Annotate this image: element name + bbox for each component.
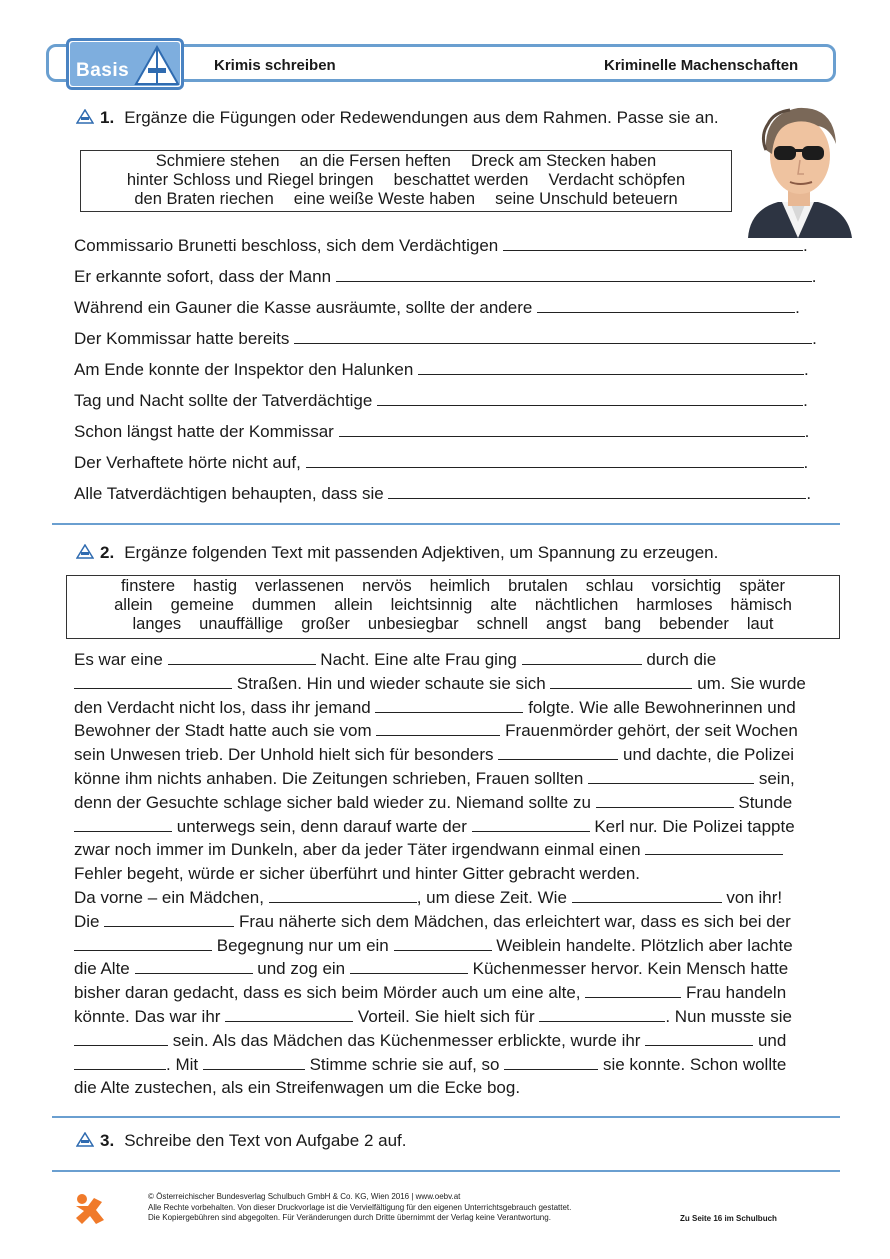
footer-page-reference: Zu Seite 16 im Schulbuch xyxy=(680,1214,777,1223)
text-segment: Frau handeln xyxy=(685,983,787,1003)
section-divider xyxy=(52,523,840,525)
task-triangle-icon xyxy=(76,1132,94,1147)
answer-blank[interactable] xyxy=(645,840,783,855)
word: finstere xyxy=(120,577,176,595)
task1-sentence xyxy=(74,389,808,411)
task1-instruction: Ergänze die Fügungen oder Redewendungen aus dem Rahmen. Passe sie an. xyxy=(124,108,719,127)
header-topic: Krimis schreiben xyxy=(214,57,336,74)
text-line xyxy=(74,981,844,1005)
text-segment: von ihr! xyxy=(726,887,783,907)
task1-sentence xyxy=(74,482,811,504)
text-segment: und xyxy=(757,1030,787,1050)
section-divider xyxy=(52,1170,840,1172)
answer-blank[interactable] xyxy=(336,265,812,282)
word: allein xyxy=(114,596,153,614)
text-segment: und zog ein xyxy=(257,959,346,979)
phrase: Schmiere stehen xyxy=(155,152,280,170)
text-segment: bisher daran gedacht, dass es sich beim Mörder auch um eine alte, xyxy=(74,983,581,1003)
text-segment: Weiblein handelte. Plötzlich aber lachte xyxy=(496,935,793,955)
word: später xyxy=(739,577,786,595)
sentence-text: Der Verhaftete hörte nicht auf, xyxy=(74,453,301,472)
text-line xyxy=(74,1005,844,1029)
text-line xyxy=(74,934,844,958)
text-segment: Straßen. Hin und wieder schaute sie sich xyxy=(236,673,546,693)
answer-blank[interactable] xyxy=(504,1055,598,1070)
word: allein xyxy=(334,596,373,614)
answer-blank[interactable] xyxy=(645,1031,753,1046)
text-line xyxy=(74,957,844,981)
sentence-text: Am Ende konnte der Inspektor den Halunken xyxy=(74,360,414,379)
text-segment: Fehler begeht, würde er sicher überführt und hinter Gitter gebracht werden. xyxy=(74,864,641,884)
task2-cloze-text xyxy=(74,648,844,1100)
answer-blank[interactable] xyxy=(418,358,804,375)
text-segment: Begegnung nur um ein xyxy=(216,935,389,955)
text-segment: Bewohner der Stadt hatte auch sie vom xyxy=(74,721,372,741)
phrase: seine Unschuld beteuern xyxy=(495,190,678,208)
text-segment: Küchenmesser hervor. Kein Mensch hatte xyxy=(472,959,789,979)
phrase: an die Fersen heften xyxy=(299,152,451,170)
answer-blank[interactable] xyxy=(596,793,734,808)
text-segment: könnte. Das war ihr xyxy=(74,1006,221,1026)
text-segment: Die xyxy=(74,911,100,931)
text-segment: zwar noch immer im Dunkeln, aber da jeder Täter irgendwann einmal einen xyxy=(74,840,641,860)
footer-line: Die Kopiergebühren sind abgegolten. Für Veränderungen durch Dritte übernimmt der Verlag keine Verantwortung. xyxy=(148,1213,551,1222)
answer-blank[interactable] xyxy=(539,1007,665,1022)
answer-blank[interactable] xyxy=(306,451,804,468)
period: . xyxy=(806,484,812,503)
word: schnell xyxy=(476,615,529,633)
publisher-logo-icon xyxy=(72,1192,108,1228)
task3-number: 3. xyxy=(100,1131,115,1150)
answer-blank[interactable] xyxy=(74,1055,166,1070)
word: langes xyxy=(132,615,182,633)
text-line xyxy=(74,696,844,720)
task2-heading xyxy=(76,543,718,563)
answer-blank[interactable] xyxy=(503,234,803,251)
answer-blank[interactable] xyxy=(294,327,812,344)
answer-blank[interactable] xyxy=(376,721,500,736)
word-box-row xyxy=(81,152,731,171)
footer-line: Alle Rechte vorbehalten. Von dieser Druckvorlage ist die Vervielfältigung für den eigenen Unterrichtsgebrauch gestattet. xyxy=(148,1202,572,1212)
text-line xyxy=(74,767,844,791)
word: dummen xyxy=(251,596,317,614)
section-divider xyxy=(52,1116,840,1118)
answer-blank[interactable] xyxy=(269,888,417,903)
text-line xyxy=(74,862,844,886)
answer-blank[interactable] xyxy=(472,817,590,832)
task1-sentence xyxy=(74,265,817,287)
text-line xyxy=(74,1053,844,1077)
word: alte xyxy=(490,596,517,614)
answer-blank[interactable] xyxy=(104,912,234,927)
word: angst xyxy=(546,615,587,633)
period: . xyxy=(804,422,810,441)
sentence-text: Tag und Nacht sollte der Tatverdächtige xyxy=(74,391,373,410)
text-segment: Da vorne – ein Mädchen, xyxy=(74,887,264,907)
task1-sentence xyxy=(74,234,808,256)
sentence-text: Commissario Brunetti beschloss, sich dem Verdächtigen xyxy=(74,236,499,255)
text-line xyxy=(74,672,844,696)
period: . xyxy=(811,267,817,286)
sentence-text: Der Kommissar hatte bereits xyxy=(74,329,290,348)
header-title: Kriminelle Machenschaften xyxy=(604,57,799,74)
answer-blank[interactable] xyxy=(537,296,795,313)
word: brutalen xyxy=(508,577,568,595)
text-line xyxy=(74,886,844,910)
task2-number: 2. xyxy=(100,543,115,562)
word: unauffällige xyxy=(199,615,284,633)
phrase: hinter Schloss und Riegel bringen xyxy=(126,171,374,189)
period: . xyxy=(803,391,808,410)
word: heimlich xyxy=(429,577,491,595)
answer-blank[interactable] xyxy=(74,1031,168,1046)
sentence-text: Alle Tatverdächtigen behaupten, dass sie xyxy=(74,484,384,503)
text-segment: um. Sie wurde xyxy=(697,673,806,693)
word: hämisch xyxy=(730,596,792,614)
detective-portrait-illustration xyxy=(738,98,858,238)
text-line xyxy=(74,1029,844,1053)
text-segment: die Alte xyxy=(74,959,130,979)
task-triangle-icon xyxy=(76,544,94,559)
answer-blank[interactable] xyxy=(375,698,523,713)
text-segment: könne ihm nichts anhaben. Die Zeitungen schrieben, Frauen sollten xyxy=(74,768,584,788)
text-segment: durch die xyxy=(646,650,717,669)
text-segment: , um diese Zeit. Wie xyxy=(416,887,567,907)
level-triangle-icon xyxy=(134,44,180,86)
text-line xyxy=(74,910,844,934)
text-line xyxy=(74,648,844,672)
word: bang xyxy=(604,615,642,633)
text-segment: Vorteil. Sie hielt sich für xyxy=(357,1006,535,1026)
text-segment: Frauenmörder gehört, der seit Wochen xyxy=(505,721,798,741)
answer-blank[interactable] xyxy=(550,674,692,689)
text-segment: Stunde xyxy=(738,792,793,812)
answer-blank[interactable] xyxy=(203,1055,305,1070)
task1-number: 1. xyxy=(100,108,115,127)
answer-blank[interactable] xyxy=(522,650,642,665)
task1-sentence xyxy=(74,420,809,442)
answer-blank[interactable] xyxy=(498,745,618,760)
text-line xyxy=(74,743,844,767)
phrase: den Braten riechen xyxy=(134,190,274,208)
text-segment: und dachte, die Polizei xyxy=(623,745,795,765)
text-segment: unterwegs sein, denn darauf warte der xyxy=(176,816,467,836)
answer-blank[interactable] xyxy=(135,959,253,974)
footer-copyright xyxy=(148,1192,571,1224)
task2-word-box xyxy=(66,575,840,639)
text-segment: Kerl nur. Die Polizei tappte xyxy=(594,816,795,836)
answer-blank[interactable] xyxy=(350,959,468,974)
level-label: Basis xyxy=(76,60,130,81)
text-segment: folgte. Wie alle Bewohnerinnen und xyxy=(528,697,796,717)
answer-blank[interactable] xyxy=(168,650,316,665)
word: gemeine xyxy=(170,596,234,614)
text-segment: sein, xyxy=(758,768,795,788)
phrase: beschattet werden xyxy=(393,171,529,189)
text-line xyxy=(74,719,844,743)
text-line xyxy=(74,1076,844,1100)
word: nächtlichen xyxy=(534,596,619,614)
task1-sentence xyxy=(74,451,808,473)
text-segment: sie konnte. Schon wollte xyxy=(602,1054,787,1074)
text-line xyxy=(74,838,844,862)
answer-blank[interactable] xyxy=(377,389,803,406)
text-segment: den Verdacht nicht los, dass ihr jemand xyxy=(74,697,371,717)
word: verlassenen xyxy=(255,577,345,595)
word: unbesiegbar xyxy=(367,615,459,633)
task-triangle-icon xyxy=(76,109,94,124)
period: . xyxy=(802,236,808,255)
task1-sentence xyxy=(74,296,800,318)
task1-word-box xyxy=(80,150,732,212)
phrase: eine weiße Weste haben xyxy=(293,190,476,208)
task3-instruction: Schreibe den Text von Aufgabe 2 auf. xyxy=(124,1131,407,1150)
text-segment: sein. Als das Mädchen das Küchenmesser erblickte, wurde ihr xyxy=(172,1030,641,1050)
word-box-row xyxy=(67,615,839,634)
text-segment: die Alte zustechen, als ein Streifenwagen um die Ecke bog. xyxy=(74,1078,521,1098)
period: . xyxy=(812,329,817,348)
word: vorsichtig xyxy=(651,577,722,595)
word-box-row xyxy=(81,190,731,209)
text-segment: . Mit xyxy=(166,1054,199,1074)
word: hastig xyxy=(193,577,238,595)
word-box-row xyxy=(67,577,839,596)
text-line xyxy=(74,815,844,839)
sentence-text: Während ein Gauner die Kasse ausräumte, sollte der andere xyxy=(74,298,533,317)
word: großer xyxy=(301,615,350,633)
text-segment: Stimme schrie sie auf, so xyxy=(309,1054,500,1074)
period: . xyxy=(803,453,809,472)
answer-blank[interactable] xyxy=(572,888,722,903)
word: laut xyxy=(746,615,774,633)
answer-blank[interactable] xyxy=(588,769,754,784)
answer-blank[interactable] xyxy=(585,983,681,998)
text-segment: Es war eine xyxy=(74,650,163,669)
word-box-row xyxy=(67,596,839,615)
task2-instruction: Ergänze folgenden Text mit passenden Adjektiven, um Spannung zu erzeugen. xyxy=(124,543,719,562)
answer-blank[interactable] xyxy=(74,817,172,832)
sentence-text: Er erkannte sofort, dass der Mann xyxy=(74,267,332,286)
word: bebender xyxy=(659,615,729,633)
answer-blank[interactable] xyxy=(74,674,232,689)
word-box-row xyxy=(81,171,731,190)
word: leichtsinnig xyxy=(390,596,473,614)
phrase: Dreck am Stecken haben xyxy=(470,152,657,170)
footer-line: © Österreichischer Bundesverlag Schulbuch GmbH & Co. KG, Wien 2016 | www.oebv.at xyxy=(148,1192,461,1201)
answer-blank[interactable] xyxy=(225,1007,353,1022)
text-segment: denn der Gesuchte schlage sicher bald wieder zu. Niemand sollte zu xyxy=(74,792,591,812)
task1-heading xyxy=(76,108,719,128)
answer-blank[interactable] xyxy=(388,482,806,499)
answer-blank[interactable] xyxy=(339,420,805,437)
task1-sentence xyxy=(74,327,817,349)
task3-heading xyxy=(76,1131,406,1151)
text-segment: . Nun musste sie xyxy=(665,1006,792,1026)
word: harmloses xyxy=(636,596,713,614)
answer-blank[interactable] xyxy=(394,936,492,951)
text-segment: sein Unwesen trieb. Der Unhold hielt sich für besonders xyxy=(74,745,494,765)
task1-sentence xyxy=(74,358,809,380)
word: nervös xyxy=(362,577,412,595)
period: . xyxy=(804,360,809,379)
sentence-text: Schon längst hatte der Kommissar xyxy=(74,422,334,441)
answer-blank[interactable] xyxy=(74,936,212,951)
word: schlau xyxy=(585,577,634,595)
phrase: Verdacht schöpfen xyxy=(548,171,686,189)
period: . xyxy=(795,298,800,317)
text-segment: Frau näherte sich dem Mädchen, das erleichtert war, dass es sich bei der xyxy=(238,911,791,931)
text-segment: Nacht. Eine alte Frau ging xyxy=(320,650,517,669)
text-line xyxy=(74,791,844,815)
